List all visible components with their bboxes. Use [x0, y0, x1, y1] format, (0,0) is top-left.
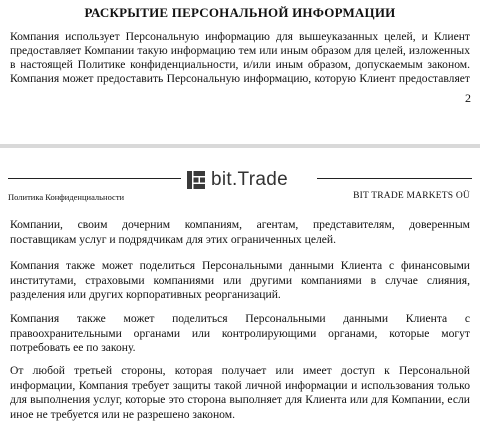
paragraph-1	[10, 218, 470, 247]
section-title: РАСКРЫТИЕ ПЕРСОНАЛЬНОЙ ИНФОРМАЦИИ	[84, 5, 396, 20]
header-document-name: Политика Конфиденциальности	[8, 192, 125, 202]
text-line: правоохранительными органами или контролирующими органами, которые могут	[10, 326, 470, 340]
text-line: поставщикам услуг и подрядчикам для этих ограниченных целей.	[10, 232, 337, 246]
paragraph-disclosure	[10, 30, 470, 86]
page-number: 2	[465, 91, 471, 105]
paragraph-4	[10, 364, 470, 422]
text-line: разделения или других корпоративных реорганизаций.	[10, 288, 281, 301]
text-line: Компания также может поделиться Персональными данными Клиента с финансовыми	[10, 259, 470, 272]
text-line: в настоящей Политике конфиденциальности, и/или иным образом, допускаемым законом.	[10, 58, 470, 71]
document-page-1	[0, 0, 480, 143]
header-company-name: BIT TRADE MARKETS OÜ	[353, 191, 470, 201]
text-line: потребовать ее по закону.	[10, 341, 136, 354]
document-page-2	[0, 148, 480, 427]
text-line: институтами, страховыми компаниями или другими компаниями в случае слияния,	[10, 273, 470, 287]
paragraph-2	[10, 259, 470, 303]
text-line: для выполнения услуг, которые это сторона выполняет для Клиента или для Компании, если	[10, 393, 470, 406]
text-line: Компания также может поделиться Персональными данными Клиента с	[10, 312, 470, 325]
text-line: От любой третьей стороны, которая получает или имеет доступ к Персональной	[10, 364, 470, 377]
paragraph-3	[10, 312, 470, 356]
text-line: Компания использует Персональную информацию для вышеуказанных целей, и Клиент	[10, 30, 470, 43]
text-line: информации, Компания требует защиты такой личной информации и использования только	[10, 378, 470, 392]
text-line: предоставляет Компании такую информацию тем или иным образом для целей, изложенных	[10, 44, 470, 57]
text-line: Компании, своим дочерним компаниям, агентам, представителям, доверенным	[10, 218, 470, 231]
text-line: иное не требуется или не разрешено законом.	[10, 407, 235, 421]
text-line: Компания может предоставить Персональную информацию, которую Клиент предоставляет	[10, 72, 470, 85]
logo-text: bit.Trade	[211, 169, 288, 190]
bit-trade-logo	[181, 170, 317, 190]
bit-trade-logo-icon	[187, 171, 205, 189]
